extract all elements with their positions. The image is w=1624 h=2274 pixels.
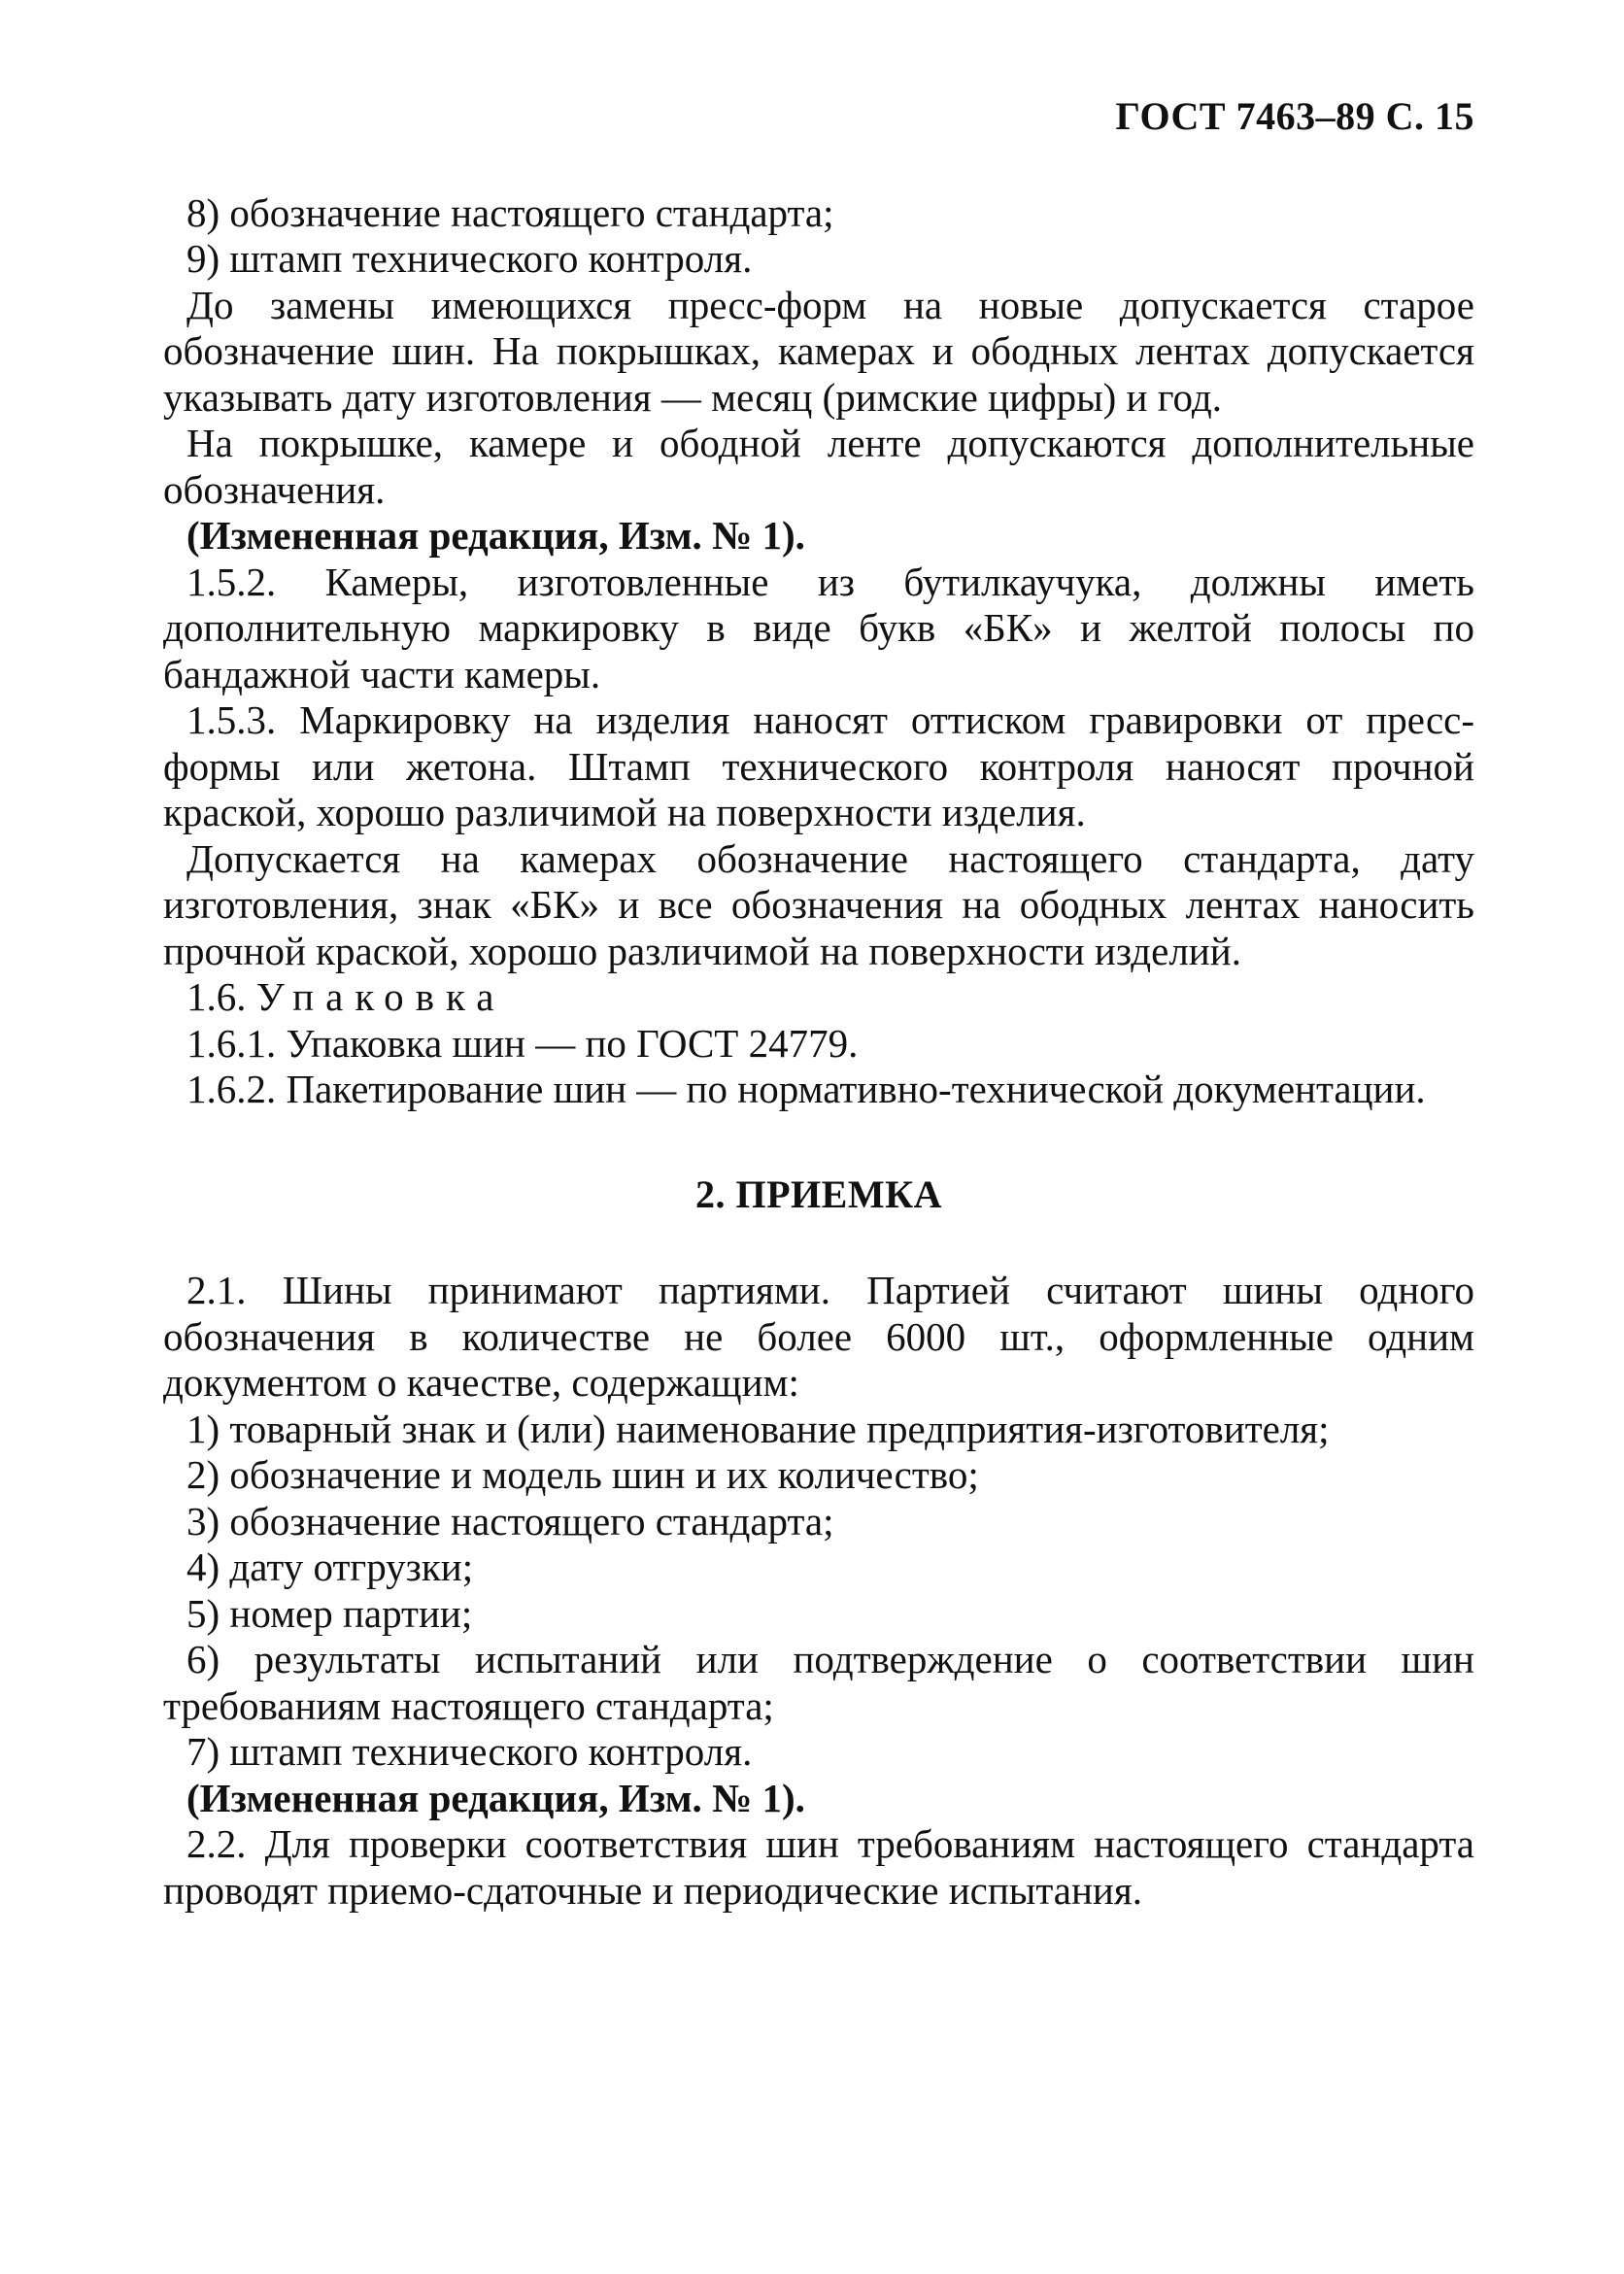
clause-1-6-title: Упаковка [255,974,506,1019]
section-2-title: 2. ПРИЕМКА [695,1171,942,1216]
clause-1-5-3: 1.5.3. Маркировку на изделия наносят оттиском гравировки от пресс-формы или жетона. Штамп технического контроля наносят прочной краской, хорошо различимой на поверхности изделия. [163,697,1474,834]
paragraph-extra-marking: На покрышке, камере и ободной ленте допускаются дополнительные обозначения. [163,421,1474,512]
list-item-1: 1) товарный знак и (или) наименование предприятия-изготовителя; [186,1406,1330,1451]
clause-1-6-2: 1.6.2. Пакетирование шин — по нормативно-технической документации. [186,1067,1426,1111]
clause-1-6-1: 1.6.1. Упаковка шин — по ГОСТ 24779. [186,1020,859,1066]
list-item-7: 7) штамп технического контроля. [186,1729,753,1774]
document-page [163,93,1474,1914]
amendment-note-2: (Измененная редакция, Изм. № 1). [186,1775,805,1820]
clause-1-6-heading [163,974,1474,1021]
clause-1-6-number: 1.6. [186,974,256,1019]
list-item-2: 2) обозначение и модель шин и их количество; [186,1452,979,1497]
item-9: 9) штамп технического контроля. [186,236,753,281]
clause-2-2: 2.2. Для проверки соответствия шин требованиям настоящего стандарта проводят приемо-сдаточные и периодические испытания. [163,1821,1474,1913]
clause-1-5-2: 1.5.2. Камеры, изготовленные из бутилкаучука, должны иметь дополнительную маркировку в виде букв «БК» и желтой полосы по бандажной части камеры. [163,559,1474,696]
paragraph-old-marking: До замены имеющихся пресс-форм на новые допускается старое обозначение шин. На покрышках, камерах и ободных лентах допускается указывать дату изготовления — месяц (римские цифры) и год. [163,282,1474,420]
paragraph-allowed-marking: Допускается на камерах обозначение настоящего стандарта, дату изготовления, знак «БК» и все обозначения на ободных лентах наносить прочной краской, хорошо различимой на поверхности изделий. [163,835,1474,973]
list-item-3: 3) обозначение настоящего стандарта; [186,1498,834,1544]
list-item-6: 6) результаты испытаний или подтверждение о соответствии шин требованиям настоящего стандарта; [163,1637,1474,1728]
list-item-4: 4) дату отгрузки; [186,1544,474,1589]
list-item-5: 5) номер партии; [186,1590,473,1636]
page-header: ГОСТ 7463–89 С. 15 [1115,94,1474,138]
clause-2-1: 2.1. Шины принимают партиями. Партией считают шины одного обозначения в количестве не более 6000 шт., оформленные одним документом о качестве, содержащим: [163,1268,1474,1405]
amendment-note: (Измененная редакция, Изм. № 1). [186,513,805,558]
item-8: 8) обозначение настоящего стандарта; [186,189,834,235]
